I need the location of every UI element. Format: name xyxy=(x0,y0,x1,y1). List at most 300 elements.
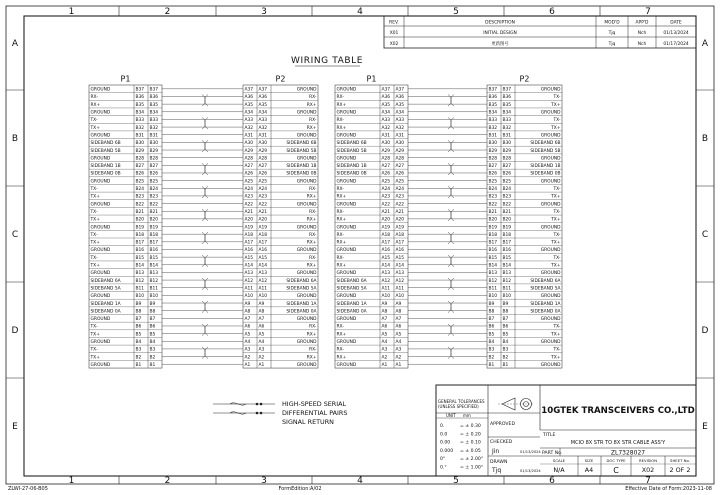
p1-pin-pad: A18 xyxy=(395,232,405,238)
p2-signal: TX- xyxy=(553,347,561,353)
p2-pin: A6 xyxy=(258,324,265,330)
p2-pin: A11 xyxy=(258,286,268,292)
p2-pin: B16 xyxy=(502,248,512,254)
p1-pin: A28 xyxy=(381,156,391,162)
p1-pin-pad: B23 xyxy=(149,194,159,200)
p2-pin-pad: A34 xyxy=(244,110,254,116)
p1-pin-pad: A27 xyxy=(395,164,405,170)
p2-pin: A4 xyxy=(258,340,265,345)
p1-pin: B1 xyxy=(135,362,142,368)
p1-pin-pad: B3 xyxy=(149,347,156,353)
p1-signal: TX+ xyxy=(90,125,100,131)
p1-signal: RX+ xyxy=(90,102,101,108)
p2-pin-pad: B22 xyxy=(488,202,498,208)
p1-pin-pad: B20 xyxy=(149,217,159,223)
p2-pin-pad: B35 xyxy=(488,102,498,108)
p2-pin-pad: A2 xyxy=(244,355,251,361)
zone-row-left: B xyxy=(11,134,19,144)
p2-signal: GROUND xyxy=(296,87,317,93)
revision-label: REVISION xyxy=(638,458,658,463)
p2-pin: B26 xyxy=(502,171,512,177)
p2-signal: GROUND xyxy=(296,271,317,277)
p1-pin-pad: A29 xyxy=(395,148,405,154)
title-label: TITLE xyxy=(543,433,556,438)
p2-signal: TX+ xyxy=(551,102,561,108)
p2-signal: RX- xyxy=(309,347,317,353)
connector-p1-label: P1 xyxy=(366,74,377,84)
p1-signal: GROUND xyxy=(336,294,357,300)
p1-pin: B25 xyxy=(135,179,145,185)
p1-pin-pad: B8 xyxy=(149,309,156,315)
p1-signal: SIDEBAND 0B xyxy=(336,171,367,177)
zone-row-right: E xyxy=(702,422,708,432)
p1-pin: A10 xyxy=(381,294,391,300)
approved-label: APPROVED xyxy=(490,422,515,427)
p2-signal: SIDEBAND 5B xyxy=(286,148,317,154)
p1-pin-pad: B34 xyxy=(149,110,159,116)
p2-pin: A3 xyxy=(258,347,265,353)
tolerance-precision: 0.0 xyxy=(440,432,448,438)
p1-pin: A30 xyxy=(381,141,391,147)
p2-signal: GROUND xyxy=(296,202,317,208)
p1-signal: SIDEBAND 1A xyxy=(90,301,121,307)
p1-pin-pad: A31 xyxy=(395,133,405,139)
p1-pin: A32 xyxy=(381,125,391,131)
p1-pin-pad: B22 xyxy=(149,202,159,208)
p2-pin-pad: B31 xyxy=(488,133,498,139)
p2-signal: RX- xyxy=(309,232,317,238)
p2-pin: B8 xyxy=(502,309,509,315)
p2-pin-pad: B21 xyxy=(488,209,498,215)
p2-signal: SIDEBAND 6B xyxy=(286,141,317,147)
p2-signal: SIDEBAND 5A xyxy=(530,286,561,292)
p2-pin-pad: A20 xyxy=(244,217,254,223)
p1-pin: B23 xyxy=(135,194,145,200)
p2-pin: B1 xyxy=(502,362,509,368)
p2-pin-pad: A7 xyxy=(244,317,251,323)
p1-pin-pad: A19 xyxy=(395,225,405,231)
scale-value: N/A xyxy=(553,466,565,474)
p2-pin-pad: A16 xyxy=(244,248,254,254)
p2-pin-pad: B36 xyxy=(488,95,498,101)
p2-pin: B29 xyxy=(502,148,512,154)
p1-signal: GROUND xyxy=(90,110,111,116)
p1-pin: B27 xyxy=(135,164,145,170)
scale-label: SCALE xyxy=(552,458,566,463)
p2-pin-pad: B28 xyxy=(488,156,498,162)
p1-signal: GROUND xyxy=(336,156,357,162)
zone-row-left: D xyxy=(11,326,19,336)
p2-pin-pad: A27 xyxy=(244,164,254,170)
p2-signal: TX+ xyxy=(551,263,561,269)
p1-signal: RX- xyxy=(336,209,344,215)
p2-pin: A1 xyxy=(258,362,265,368)
connector-p2-label: P2 xyxy=(519,74,530,84)
zone-row-right: D xyxy=(701,326,709,336)
p1-pin-pad: B21 xyxy=(149,209,159,215)
p2-pin-pad: A18 xyxy=(244,232,254,238)
p1-pin-pad: A28 xyxy=(395,156,405,162)
tolerance-value: = ± 0.10 xyxy=(460,440,481,446)
p1-pin: A15 xyxy=(381,255,391,261)
p2-pin-pad: A29 xyxy=(244,148,254,154)
p2-pin-pad: B12 xyxy=(488,278,498,284)
p1-pin: B31 xyxy=(135,133,145,139)
p1-pin: A36 xyxy=(381,95,391,101)
p1-pin: B28 xyxy=(135,156,145,162)
p1-signal: TX- xyxy=(90,324,98,330)
p2-pin-pad: B18 xyxy=(488,232,498,238)
tolerance-precision: 0. xyxy=(440,424,445,429)
p2-signal: GROUND xyxy=(540,179,561,185)
p1-pin-pad: A16 xyxy=(395,248,405,254)
p1-pin-pad: A9 xyxy=(395,301,402,307)
p2-pin-pad: B15 xyxy=(488,255,498,261)
p2-pin: B32 xyxy=(502,125,512,131)
revision-cell: Tjq xyxy=(608,31,616,36)
p1-pin: B34 xyxy=(135,110,145,116)
p1-pin: A16 xyxy=(381,248,391,254)
revision-header: REV. xyxy=(389,20,399,26)
p1-signal: TX+ xyxy=(90,263,100,269)
p1-signal: GROUND xyxy=(90,225,111,231)
p1-signal: SIDEBAND 6A xyxy=(90,278,121,284)
p1-pin: B14 xyxy=(135,263,145,269)
p2-pin: B3 xyxy=(502,347,509,353)
p1-pin: A27 xyxy=(381,164,391,170)
title-value: MCIO 8X STR TO 8X STR CABLE ASS'Y xyxy=(570,440,666,446)
p2-pin: A2 xyxy=(258,355,265,361)
p1-pin-pad: B28 xyxy=(149,156,159,162)
p2-pin: A9 xyxy=(258,301,265,307)
p1-pin: B4 xyxy=(135,340,142,345)
p2-pin: A12 xyxy=(258,278,268,284)
p2-pin: B11 xyxy=(502,286,512,292)
p1-pin: B8 xyxy=(135,309,142,315)
p1-signal: GROUND xyxy=(90,294,111,300)
p1-signal: SIDEBAND 1A xyxy=(336,301,367,307)
p2-pin: B34 xyxy=(502,110,512,116)
sheet-value: 2 OF 2 xyxy=(669,466,691,474)
p2-pin-pad: A28 xyxy=(244,156,254,162)
zone-column-top: 4 xyxy=(357,7,363,17)
p2-pin: B37 xyxy=(502,87,512,93)
p1-pin: B13 xyxy=(135,271,145,277)
p1-pin: A3 xyxy=(381,347,388,353)
p2-pin-pad: A32 xyxy=(244,125,254,131)
p1-pin-pad: B26 xyxy=(149,171,159,177)
p1-signal: TX- xyxy=(90,118,98,124)
p1-pin: B2 xyxy=(135,355,142,361)
p2-signal: TX- xyxy=(553,232,561,238)
p1-pin: A4 xyxy=(381,340,388,345)
p2-pin: A32 xyxy=(258,125,268,131)
p1-pin: A9 xyxy=(381,301,388,307)
p1-signal: GROUND xyxy=(336,317,357,323)
p1-pin: B29 xyxy=(135,148,145,154)
p2-pin: A36 xyxy=(258,95,268,101)
tolerance-precision: 0° xyxy=(440,457,446,463)
p2-signal: GROUND xyxy=(540,156,561,162)
p2-pin: A10 xyxy=(258,294,268,300)
p1-signal: SIDEBAND 1B xyxy=(336,164,367,170)
p2-pin-pad: A8 xyxy=(244,309,251,315)
p1-pin: A17 xyxy=(381,240,391,246)
revision-cell: 01/13/2024 xyxy=(663,31,689,36)
legend-solder-dot-icon xyxy=(260,412,263,415)
p1-pin-pad: B7 xyxy=(149,317,156,323)
p1-signal: SIDEBAND 5A xyxy=(90,286,121,292)
p1-pin: B24 xyxy=(135,187,145,192)
p1-signal: TX- xyxy=(90,187,98,192)
p1-pin: B35 xyxy=(135,102,145,108)
p2-signal: SIDEBAND 6A xyxy=(286,278,317,284)
p2-pin-pad: B33 xyxy=(488,118,498,124)
revision-header: DATE xyxy=(670,20,682,26)
p2-pin-pad: A14 xyxy=(244,263,254,269)
revision-cell: X02 xyxy=(389,42,399,47)
p1-signal: GROUND xyxy=(90,317,111,323)
p2-pin: B15 xyxy=(502,255,512,261)
p2-pin: A7 xyxy=(258,317,265,323)
p1-pin: B9 xyxy=(135,301,142,307)
p2-signal: TX+ xyxy=(551,217,561,223)
p2-signal: SIDEBAND 0A xyxy=(530,309,561,315)
p1-signal: TX- xyxy=(90,232,98,238)
company-name: 10GTEK TRANSCEIVERS CO.,LTD xyxy=(541,406,695,416)
p2-pin-pad: B5 xyxy=(488,332,495,338)
doctype-value: C xyxy=(613,466,619,475)
p1-signal: SIDEBAND 5B xyxy=(336,148,367,154)
p2-pin: A13 xyxy=(258,271,268,277)
zone-column-bottom: 1 xyxy=(68,476,75,486)
p2-signal: SIDEBAND 1B xyxy=(530,164,561,170)
p1-pin-pad: A25 xyxy=(395,179,405,185)
p1-signal: GROUND xyxy=(90,156,111,162)
revision-cell: X01 xyxy=(389,31,399,36)
p2-signal: GROUND xyxy=(296,248,317,254)
p2-pin: A24 xyxy=(258,187,268,192)
p1-pin-pad: A14 xyxy=(395,263,405,269)
p1-pin: A8 xyxy=(381,309,388,315)
p2-pin-pad: B25 xyxy=(488,179,498,185)
p2-pin: B5 xyxy=(502,332,509,338)
p1-pin-pad: A6 xyxy=(395,324,402,330)
p2-pin: B17 xyxy=(502,240,512,246)
p1-pin: B3 xyxy=(135,347,142,353)
p2-pin: B30 xyxy=(502,141,512,147)
p2-signal: SIDEBAND 1A xyxy=(530,301,561,307)
p1-pin-pad: B25 xyxy=(149,179,159,185)
footer-doc-code: ZLWI-27-06-B05 xyxy=(8,486,48,492)
p1-pin: A31 xyxy=(381,133,391,139)
p1-pin-pad: B11 xyxy=(149,286,159,292)
p1-signal: RX+ xyxy=(336,355,347,361)
p2-signal: GROUND xyxy=(540,317,561,323)
p1-pin-pad: A5 xyxy=(395,332,402,338)
footer-form-edition: FormEdition:A/02 xyxy=(278,486,322,492)
p2-pin-pad: A15 xyxy=(244,255,254,261)
p1-pin: A26 xyxy=(381,171,391,177)
p2-pin-pad: B17 xyxy=(488,240,498,246)
p1-pin-pad: A33 xyxy=(395,118,405,124)
tolerance-precision: 0.° xyxy=(440,465,447,471)
p1-pin: A33 xyxy=(381,118,391,124)
p1-pin: A29 xyxy=(381,148,391,154)
p1-pin-pad: B2 xyxy=(149,355,156,361)
p2-signal: SIDEBAND 5B xyxy=(530,148,561,154)
p1-pin-pad: B36 xyxy=(149,95,159,101)
p2-pin: B12 xyxy=(502,278,512,284)
p2-pin: B2 xyxy=(502,355,509,361)
p2-signal: GROUND xyxy=(296,362,317,368)
legend-line-3: SIGNAL RETURN xyxy=(282,418,334,426)
checked-name: Jin xyxy=(492,448,500,455)
checked-label: CHECKED xyxy=(490,440,513,445)
p2-pin-pad: A26 xyxy=(244,171,254,177)
p2-signal: GROUND xyxy=(540,225,561,231)
p2-pin: B14 xyxy=(502,263,512,269)
p2-pin-pad: B2 xyxy=(488,355,495,361)
p1-signal: RX- xyxy=(90,95,98,101)
p1-signal: SIDEBAND 5B xyxy=(90,148,121,154)
p2-pin-pad: A35 xyxy=(244,102,254,108)
p2-pin-pad: A25 xyxy=(244,179,254,185)
p2-pin-pad: B26 xyxy=(488,171,498,177)
unit-value: mm xyxy=(463,412,471,418)
sheet-label: SHEET No. xyxy=(670,458,690,463)
p1-pin-pad: B37 xyxy=(149,87,159,93)
p2-pin: B23 xyxy=(502,194,512,200)
p2-signal: RX+ xyxy=(306,332,317,338)
p1-pin-pad: B35 xyxy=(149,102,159,108)
p2-pin: B19 xyxy=(502,225,512,231)
zone-row-right: C xyxy=(701,230,709,240)
p2-pin: B18 xyxy=(502,232,512,238)
p2-signal: SIDEBAND 0B xyxy=(530,171,561,177)
p2-pin-pad: B29 xyxy=(488,148,498,154)
p1-pin: A35 xyxy=(381,102,391,108)
p1-pin: A20 xyxy=(381,217,391,223)
p1-pin-pad: A34 xyxy=(395,110,405,116)
p2-signal: RX+ xyxy=(306,102,317,108)
p1-pin: A6 xyxy=(381,324,388,330)
p2-pin-pad: A3 xyxy=(244,347,251,353)
p1-pin-pad: A23 xyxy=(395,194,405,200)
p1-pin: B33 xyxy=(135,118,145,124)
p1-pin: B30 xyxy=(135,141,145,147)
p2-pin: B7 xyxy=(502,317,509,323)
p2-signal: GROUND xyxy=(540,362,561,368)
p1-signal: GROUND xyxy=(336,133,357,139)
p2-signal: SIDEBAND 0B xyxy=(286,171,317,177)
tolerances-title: GENERAL TOLERANCES xyxy=(438,399,485,404)
p1-signal: RX+ xyxy=(336,332,347,338)
p2-pin: A5 xyxy=(258,332,265,338)
p1-pin-pad: A32 xyxy=(395,125,405,131)
p2-pin-pad: B19 xyxy=(488,225,498,231)
p1-signal: TX- xyxy=(90,255,98,261)
p1-signal: RX- xyxy=(336,232,344,238)
p2-pin-pad: B14 xyxy=(488,263,498,269)
p2-pin: A15 xyxy=(258,255,268,261)
p2-pin-pad: B6 xyxy=(488,324,495,330)
p2-pin-pad: B32 xyxy=(488,125,498,131)
p2-signal: TX+ xyxy=(551,194,561,200)
p1-signal: GROUND xyxy=(336,202,357,208)
p1-pin-pad: A21 xyxy=(395,209,405,215)
legend-line-2: DIFFERENTIAL PAIRS xyxy=(282,409,348,417)
p2-pin-pad: A31 xyxy=(244,133,254,139)
p1-pin: B6 xyxy=(135,324,142,330)
p1-pin-pad: B18 xyxy=(149,232,159,238)
p2-signal: TX+ xyxy=(551,332,561,338)
zone-column-bottom: 5 xyxy=(453,476,459,486)
p2-pin: A30 xyxy=(258,141,268,147)
p1-signal: GROUND xyxy=(336,340,357,345)
p2-signal: SIDEBAND 1A xyxy=(286,301,317,307)
p1-pin-pad: B16 xyxy=(149,248,159,254)
p1-pin-pad: A30 xyxy=(395,141,405,147)
p2-pin-pad: A10 xyxy=(244,294,254,300)
p2-signal: RX+ xyxy=(306,194,317,200)
p2-pin-pad: A9 xyxy=(244,301,251,307)
p2-pin: A28 xyxy=(258,156,268,162)
drawn-date: 01/13/2024 xyxy=(520,469,541,473)
legend-solder-dot-icon xyxy=(256,412,259,415)
p1-signal: SIDEBAND 0A xyxy=(336,309,367,315)
p1-signal: TX- xyxy=(90,347,98,353)
p2-pin-pad: B34 xyxy=(488,110,498,116)
zone-column-bottom: 2 xyxy=(164,476,171,486)
revision-cell: 01/17/2024 xyxy=(663,42,689,47)
p2-pin-pad: A30 xyxy=(244,141,254,147)
p1-pin-pad: A7 xyxy=(395,317,402,323)
p1-signal: TX+ xyxy=(90,194,100,200)
p2-signal: GROUND xyxy=(540,248,561,254)
p2-signal: TX+ xyxy=(551,355,561,361)
p2-pin: A21 xyxy=(258,209,268,215)
p2-signal: TX- xyxy=(553,209,561,215)
p1-signal: SIDEBAND 6A xyxy=(336,278,367,284)
p1-pin-pad: A36 xyxy=(395,95,405,101)
p1-pin-pad: A10 xyxy=(395,294,405,300)
p2-pin: B25 xyxy=(502,179,512,185)
p2-pin: B20 xyxy=(502,217,512,223)
p1-signal: TX+ xyxy=(90,355,100,361)
p2-pin: A18 xyxy=(258,232,268,238)
doctype-label: DOC TYPE xyxy=(606,458,626,463)
zone-column-top: 7 xyxy=(645,7,651,17)
p1-pin-pad: B5 xyxy=(149,332,156,338)
p2-pin-pad: A36 xyxy=(244,95,254,101)
p2-pin: A31 xyxy=(258,133,268,139)
p2-pin-pad: B3 xyxy=(488,347,495,353)
p2-pin: B13 xyxy=(502,271,512,277)
p1-pin-pad: B4 xyxy=(149,340,156,345)
p1-signal: RX+ xyxy=(336,217,347,223)
p1-pin-pad: A37 xyxy=(395,87,405,93)
p1-pin: B22 xyxy=(135,202,145,208)
p2-pin-pad: B1 xyxy=(488,362,495,368)
p2-pin-pad: A19 xyxy=(244,225,254,231)
p1-signal: TX+ xyxy=(90,332,100,338)
p2-pin-pad: B37 xyxy=(488,87,498,93)
p1-pin: B20 xyxy=(135,217,145,223)
p2-pin-pad: A11 xyxy=(244,286,254,292)
p2-signal: GROUND xyxy=(540,133,561,139)
tolerances-subtitle: (UNLESS SPECIFIED) xyxy=(438,404,479,409)
